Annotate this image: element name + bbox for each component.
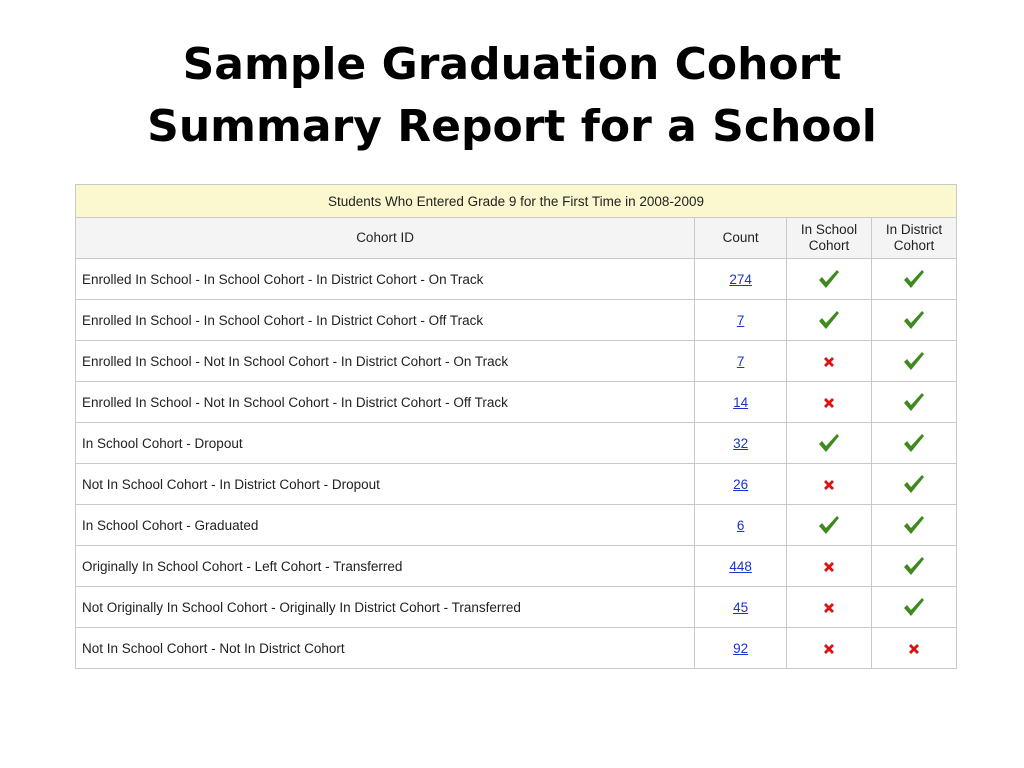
in-school-cohort-cell (787, 505, 872, 546)
count-link[interactable]: 92 (733, 640, 749, 656)
count-cell (695, 628, 787, 669)
count-link[interactable]: 274 (729, 271, 752, 287)
count-link[interactable]: 7 (736, 353, 745, 369)
in-school-cohort-cell (787, 423, 872, 464)
cohort-id-cell: In School Cohort - Dropout (76, 423, 695, 464)
table-header-row (76, 218, 957, 259)
check-icon (903, 556, 925, 576)
cohort-id-cell: Enrolled In School - In School Cohort - In District Cohort - On Track (76, 259, 695, 300)
header-count: Count (695, 218, 787, 259)
count-link[interactable]: 32 (733, 435, 749, 451)
cohort-id-cell: Not Originally In School Cohort - Originally In District Cohort - Transferred (76, 587, 695, 628)
count-cell (695, 464, 787, 505)
count-link[interactable]: 26 (733, 476, 749, 492)
table-body (76, 259, 957, 669)
check-icon (903, 515, 925, 535)
in-school-cohort-cell (787, 628, 872, 669)
cross-icon (822, 478, 836, 492)
cross-icon (822, 355, 836, 369)
table-row (76, 259, 957, 300)
in-district-cohort-cell (872, 300, 957, 341)
cross-icon (907, 642, 921, 656)
in-school-cohort-cell (787, 300, 872, 341)
table-row (76, 464, 957, 505)
table-caption: Students Who Entered Grade 9 for the First Time in 2008-2009 (76, 185, 957, 218)
table-row (76, 505, 957, 546)
page-title (0, 34, 1024, 158)
table-row (76, 382, 957, 423)
cohort-id-cell: Enrolled In School - Not In School Cohort - In District Cohort - On Track (76, 341, 695, 382)
in-school-cohort-cell (787, 259, 872, 300)
count-cell (695, 505, 787, 546)
table-row (76, 587, 957, 628)
cohort-id-cell: Enrolled In School - Not In School Cohort - In District Cohort - Off Track (76, 382, 695, 423)
in-district-cohort-cell (872, 628, 957, 669)
header-in-school-cohort: In School Cohort (787, 218, 872, 259)
cohort-id-cell: Enrolled In School - In School Cohort - In District Cohort - Off Track (76, 300, 695, 341)
check-icon (903, 392, 925, 412)
cross-icon (822, 560, 836, 574)
check-icon (903, 433, 925, 453)
in-district-cohort-cell (872, 587, 957, 628)
table-row (76, 341, 957, 382)
check-icon (903, 310, 925, 330)
count-cell (695, 259, 787, 300)
header-cohort-id: Cohort ID (76, 218, 695, 259)
check-icon (818, 433, 840, 453)
check-icon (903, 269, 925, 289)
in-district-cohort-cell (872, 382, 957, 423)
in-school-cohort-cell (787, 546, 872, 587)
count-cell (695, 300, 787, 341)
header-in-district-cohort: In District Cohort (872, 218, 957, 259)
title-line-1: Sample Graduation Cohort (182, 39, 842, 90)
count-cell (695, 546, 787, 587)
table-row (76, 628, 957, 669)
cohort-id-cell: In School Cohort - Graduated (76, 505, 695, 546)
in-school-cohort-cell (787, 341, 872, 382)
in-district-cohort-cell (872, 341, 957, 382)
check-icon (818, 269, 840, 289)
table-caption-row (76, 185, 957, 218)
table-row (76, 300, 957, 341)
in-school-cohort-cell (787, 382, 872, 423)
table-row (76, 546, 957, 587)
check-icon (903, 351, 925, 371)
in-district-cohort-cell (872, 259, 957, 300)
cohort-id-cell: Not In School Cohort - In District Cohort - Dropout (76, 464, 695, 505)
check-icon (903, 474, 925, 494)
in-district-cohort-cell (872, 505, 957, 546)
check-icon (818, 515, 840, 535)
check-icon (818, 310, 840, 330)
count-link[interactable]: 448 (729, 558, 752, 574)
cohort-summary-table (75, 184, 957, 669)
count-link[interactable]: 45 (733, 599, 749, 615)
cross-icon (822, 601, 836, 615)
table-row (76, 423, 957, 464)
count-cell (695, 382, 787, 423)
in-school-cohort-cell (787, 464, 872, 505)
count-link[interactable]: 6 (736, 517, 745, 533)
in-district-cohort-cell (872, 546, 957, 587)
in-district-cohort-cell (872, 464, 957, 505)
count-cell (695, 341, 787, 382)
count-link[interactable]: 7 (736, 312, 745, 328)
count-link[interactable]: 14 (733, 394, 749, 410)
cohort-id-cell: Not In School Cohort - Not In District Cohort (76, 628, 695, 669)
cohort-id-cell: Originally In School Cohort - Left Cohort - Transferred (76, 546, 695, 587)
in-school-cohort-cell (787, 587, 872, 628)
cross-icon (822, 396, 836, 410)
cross-icon (822, 642, 836, 656)
in-district-cohort-cell (872, 423, 957, 464)
count-cell (695, 587, 787, 628)
count-cell (695, 423, 787, 464)
title-line-2: Summary Report for a School (147, 101, 877, 152)
check-icon (903, 597, 925, 617)
